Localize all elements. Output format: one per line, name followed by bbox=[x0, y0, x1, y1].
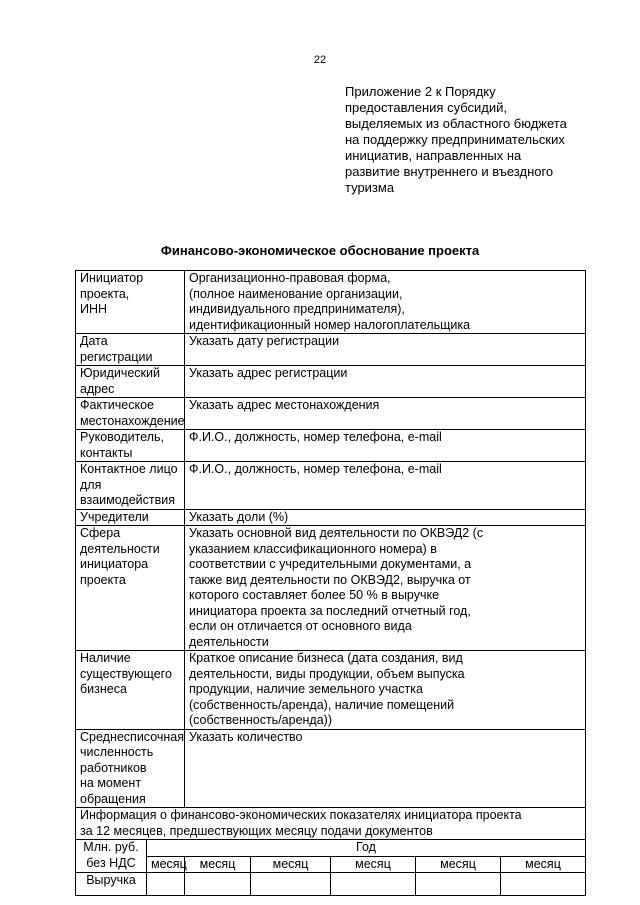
revenue-cell bbox=[501, 873, 586, 896]
appendix-line: Приложение 2 к Порядку bbox=[345, 84, 496, 99]
month-header: месяц bbox=[185, 856, 251, 873]
year-header: Год bbox=[147, 840, 586, 857]
value-line: если он отличается от основного вида bbox=[189, 619, 412, 633]
label-line: численность работников bbox=[80, 745, 154, 775]
unit-cell bbox=[76, 840, 147, 873]
appendix-line: на поддержку предпринимательских bbox=[345, 132, 565, 147]
month-header: месяц bbox=[416, 856, 501, 873]
row-value: Указать доли (%) bbox=[185, 509, 586, 526]
page-number: 22 bbox=[313, 54, 327, 66]
row-label bbox=[76, 398, 185, 430]
unit-line: без НДС bbox=[86, 855, 136, 870]
row-value: Ф.И.О., должность, номер телефона, e-mail bbox=[185, 462, 586, 510]
revenue-cell bbox=[147, 873, 185, 896]
table-row bbox=[76, 271, 586, 334]
info-line: Информация о финансово-экономических показателях инициатора проекта bbox=[80, 808, 522, 822]
financial-info-heading bbox=[76, 808, 586, 840]
value-line: инициатора проекта за последний отчетный год, bbox=[189, 603, 471, 618]
label-line: ИНН bbox=[80, 302, 108, 316]
table-row bbox=[76, 729, 586, 808]
table-row bbox=[76, 462, 586, 510]
row-value: Указать дату регистрации bbox=[185, 334, 586, 366]
label-line: бизнеса bbox=[80, 682, 127, 696]
label-line: Фактическое bbox=[80, 398, 154, 412]
table-row bbox=[76, 509, 586, 526]
label-line: Контактное лицо для bbox=[80, 462, 178, 492]
table-row bbox=[76, 430, 586, 462]
row-label bbox=[76, 462, 185, 510]
row-value: Ф.И.О., должность, номер телефона, e-mail bbox=[185, 430, 586, 462]
row-label bbox=[76, 651, 185, 730]
row-label bbox=[76, 526, 185, 651]
label-line: местонахождение bbox=[80, 413, 185, 428]
row-label bbox=[76, 729, 185, 808]
table-row bbox=[76, 856, 586, 873]
table-row bbox=[76, 334, 586, 366]
appendix-note bbox=[345, 84, 615, 196]
row-label: Дата регистрации bbox=[76, 334, 185, 366]
label-line: на момент обращения bbox=[80, 776, 146, 806]
revenue-cell bbox=[185, 873, 251, 896]
appendix-line: предоставления субсидий, bbox=[345, 100, 508, 115]
row-value bbox=[185, 526, 586, 651]
appendix-line: туризма bbox=[345, 180, 395, 195]
value-line: идентификационный номер налогоплательщика bbox=[189, 317, 471, 332]
row-value bbox=[185, 651, 586, 730]
project-justification-table bbox=[75, 270, 586, 896]
value-line: продукции, наличие земельного участка bbox=[189, 682, 423, 696]
label-line: Инициатор проекта, bbox=[80, 271, 144, 301]
info-line: за 12 месяцев, предшествующих месяцу подачи документов bbox=[80, 823, 433, 838]
row-label: Учредители bbox=[76, 509, 185, 526]
month-header: месяц bbox=[501, 856, 586, 873]
value-line: индивидуального предпринимателя), bbox=[189, 302, 405, 316]
appendix-line: выделяемых из областного бюджета bbox=[345, 116, 567, 131]
table-row bbox=[76, 873, 586, 896]
value-line: которого составляет более 50 % в выручке bbox=[189, 588, 440, 602]
value-line: соответствии с учредительными документами, а bbox=[189, 557, 472, 571]
value-line: также вид деятельности по ОКВЭД2, выручка от bbox=[189, 572, 471, 587]
row-label: Юридический адрес bbox=[76, 366, 185, 398]
revenue-cell bbox=[331, 873, 416, 896]
value-line: Краткое описание бизнеса (дата создания, вид bbox=[189, 651, 463, 665]
value-line: указанием классификационного номера) в bbox=[189, 541, 437, 556]
month-header: месяц bbox=[331, 856, 416, 873]
revenue-cell bbox=[251, 873, 331, 896]
table-row bbox=[76, 808, 586, 840]
document-title: Финансово-экономическое обоснование проекта bbox=[160, 243, 480, 258]
month-header: месяц bbox=[147, 856, 185, 873]
row-value bbox=[185, 271, 586, 334]
row-value: Указать адрес регистрации bbox=[185, 366, 586, 398]
label-line: Сфера деятельности bbox=[80, 526, 160, 556]
label-line: Наличие существующего bbox=[80, 651, 172, 681]
table-row bbox=[76, 398, 586, 430]
row-label: Руководитель, контакты bbox=[76, 430, 185, 462]
value-line: деятельности, виды продукции, объем выпуска bbox=[189, 666, 465, 681]
value-line: Указать основной вид деятельности по ОКВЭД2 (с bbox=[189, 526, 484, 540]
revenue-label: Выручка bbox=[76, 873, 147, 896]
value-line: (полное наименование организации, bbox=[189, 286, 403, 301]
table-row bbox=[76, 366, 586, 398]
row-label bbox=[76, 271, 185, 334]
appendix-line: инициатив, направленных на bbox=[345, 148, 522, 163]
label-line: Среднесписочная bbox=[80, 729, 185, 744]
value-line: деятельности bbox=[189, 634, 269, 649]
value-line: Организационно-правовая форма, bbox=[189, 271, 391, 285]
appendix-line: развитие внутреннего и въездного bbox=[345, 164, 554, 179]
label-line: инициатора проекта bbox=[80, 557, 149, 587]
row-value: Указать адрес местонахождения bbox=[185, 398, 586, 430]
value-line: (собственность/аренда)) bbox=[189, 713, 332, 727]
table-row bbox=[76, 526, 586, 651]
row-value: Указать количество bbox=[185, 729, 586, 808]
label-line: взаимодействия bbox=[80, 493, 176, 507]
unit-line: Млн. руб. bbox=[83, 840, 139, 854]
table-row bbox=[76, 840, 586, 857]
month-header: месяц bbox=[251, 856, 331, 873]
table-row bbox=[76, 651, 586, 730]
revenue-cell bbox=[416, 873, 501, 896]
value-line: (собственность/аренда), наличие помещений bbox=[189, 697, 455, 712]
